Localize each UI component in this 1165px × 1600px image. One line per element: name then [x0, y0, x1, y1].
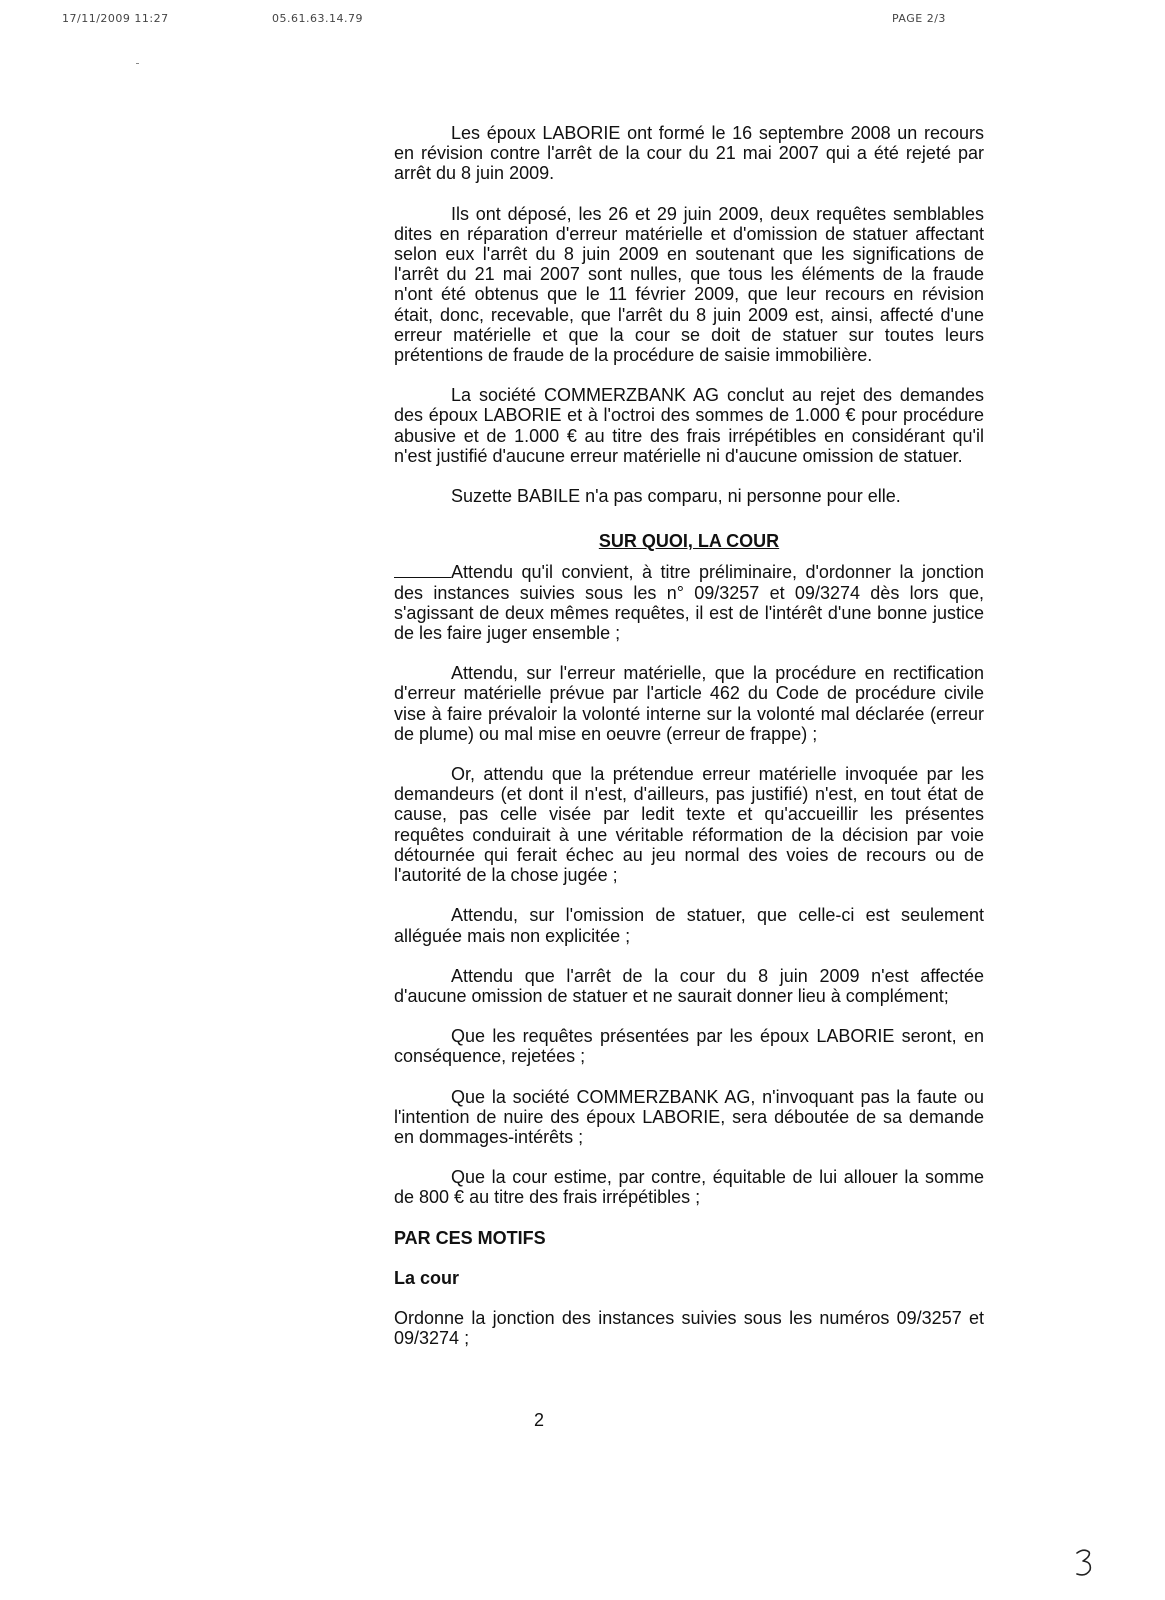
heading-par-ces-motifs: PAR CES MOTIFS	[394, 1227, 546, 1248]
section-heading-sur-quoi: SUR QUOI, LA COUR	[598, 531, 780, 552]
document-body	[394, 123, 984, 1368]
fax-header	[0, 12, 1165, 32]
paragraph-commerzbank-deboutee: Que la société COMMERZBANK AG, n'invoquant pas la faute ou l'intention de nuire des époux LABORIE, sera déboutée de sa demande en dommages-intérêts ;	[394, 1086, 984, 1147]
handwritten-page-mark	[1074, 1548, 1094, 1578]
paragraph-frais-irrepetibles: Que la cour estime, par contre, équitable de lui allouer la somme de 800 € au titre des frais irrépétibles ;	[394, 1167, 984, 1208]
page-number: 2	[534, 1410, 545, 1430]
paragraph-arret-8-juin: Attendu que l'arrêt de la cour du 8 juin 2009 n'est affectée d'aucune omission de statuer et ne saurait donner lieu à complément;	[394, 965, 984, 1006]
paragraph-jonction-preliminaire	[394, 562, 984, 643]
heading-la-cour: La cour	[394, 1267, 460, 1288]
paragraph-requetes: Ils ont déposé, les 26 et 29 juin 2009, deux requêtes semblables dites en réparation d'erreur matérielle et d'omission de statuer affectant selon eux l'arrêt du 8 juin 2009 en soutenant que les significations de l'arrêt du 21 mai 2007 sont nulles, que tous les éléments de la fraude n'ont été obtenus que le 11 février 2009, que leur recours en révision était, donc, recevable, que l'arrêt du 8 juin 2009 est, ainsi, affecté d'une erreur matérielle et que la cour se doit de statuer sur toutes leurs prétentions de fraude de la procédure de saisie immobilière.	[394, 203, 984, 366]
paragraph-pretendue-erreur: Or, attendu que la prétendue erreur matérielle invoquée par les demandeurs (et dont il n'est, d'ailleurs, pas justifié) n'est, en tout état de cause, pas celle visée par ledit texte et qu'accueillir les présentes requêtes conduirait à une véritable réformation de la décision par voie détournée qui ferait échec au jeu normal des voies de recours ou de l'autorité de la chose jugée ;	[394, 764, 984, 886]
paragraph-requetes-rejetees: Que les requêtes présentées par les époux LABORIE seront, en conséquence, rejetées ;	[394, 1026, 984, 1067]
fax-page-indicator: PAGE 2/3	[892, 12, 946, 25]
paragraph-jonction-text: Attendu qu'il convient, à titre préliminaire, d'ordonner la jonction des instances suivies sous les n° 09/3257 et 09/3274 dès lors que, s'agissant de deux mêmes requêtes, il est de l'intérêt d'une bonne justice de les faire juger ensemble ;	[394, 562, 984, 644]
paragraph-omission-statuer: Attendu, sur l'omission de statuer, que celle-ci est seulement alléguée mais non explicitée ;	[394, 905, 984, 946]
scan-speck	[136, 63, 139, 64]
paragraph-babile: Suzette BABILE n'a pas comparu, ni personne pour elle.	[451, 486, 901, 507]
paragraph-recours-revision: Les époux LABORIE ont formé le 16 septembre 2008 un recours en révision contre l'arrêt de la cour du 21 mai 2007 qui a été rejeté par arrêt du 8 juin 2009.	[394, 123, 984, 184]
leading-rule	[394, 563, 451, 578]
paragraph-ordonne-jonction: Ordonne la jonction des instances suivies sous les numéros 09/3257 et 09/3274 ;	[394, 1307, 984, 1349]
paragraph-erreur-materielle: Attendu, sur l'erreur matérielle, que la procédure en rectification d'erreur matérielle prévue par l'article 462 du Code de procédure civile vise à faire prévaloir la volonté interne sur la volonté mal déclarée (erreur de plume) ou mal mise en oeuvre (erreur de frappe) ;	[394, 663, 984, 744]
fax-phone-number: 05.61.63.14.79	[272, 12, 363, 25]
paragraph-commerzbank-conclusions: La société COMMERZBANK AG conclut au rejet des demandes des époux LABORIE et à l'octroi des sommes de 1.000 € pour procédure abusive et de 1.000 € au titre des frais irrépétibles en considérant qu'il n'est justifié d'aucune erreur matérielle ni d'aucune omission de statuer.	[394, 385, 984, 466]
fax-date-time: 17/11/2009 11:27	[62, 12, 169, 25]
